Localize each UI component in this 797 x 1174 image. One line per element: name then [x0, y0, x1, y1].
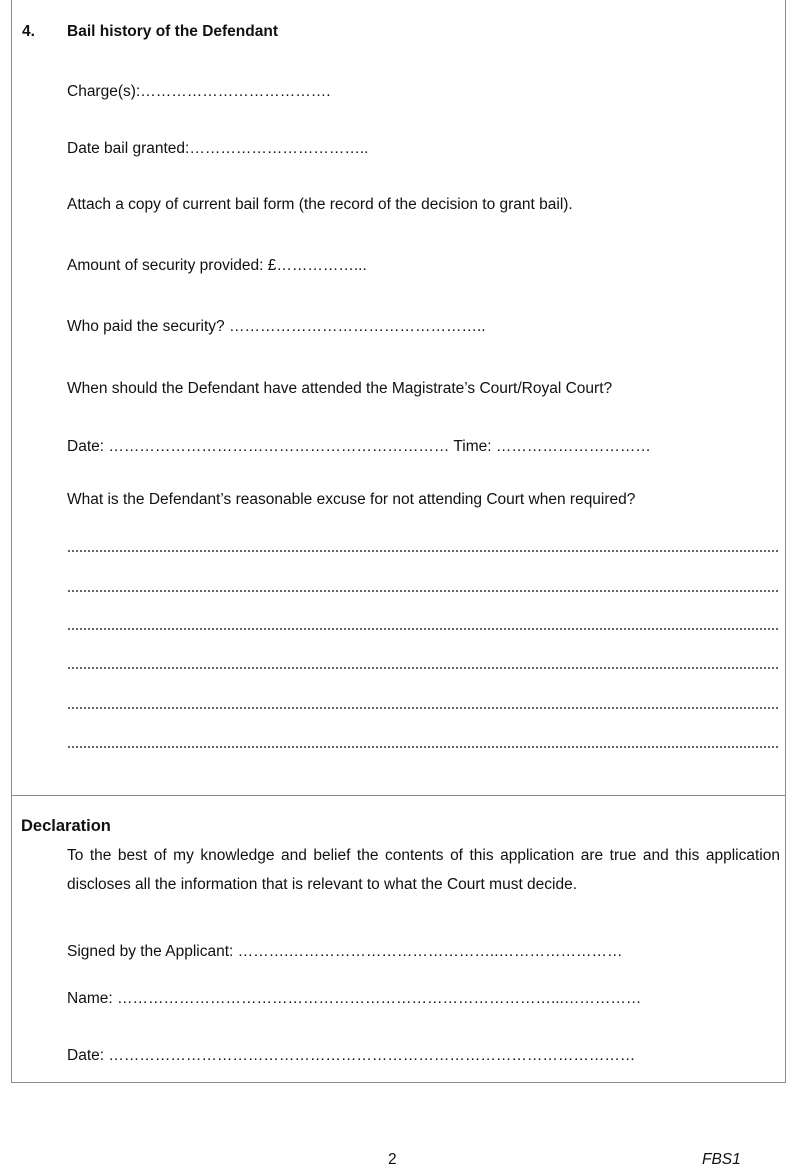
section-number: 4.: [22, 23, 35, 40]
date-time-field[interactable]: Date: ………………………………………………………… Time: …………………………: [67, 438, 651, 455]
attach-copy-instruction: Attach a copy of current bail form (the record of the decision to grant bail).: [67, 196, 573, 213]
declaration-section: [11, 795, 786, 1083]
date-field[interactable]: Date: …………………………………………………………………………………………: [67, 1047, 636, 1064]
charges-field[interactable]: Charge(s):……………………………….: [67, 83, 331, 100]
who-paid-field[interactable]: Who paid the security? …………………………………………..: [67, 318, 486, 335]
excuse-answer-line[interactable]: [67, 550, 779, 552]
excuse-question: What is the Defendant’s reasonable excuse for not attending Court when required?: [67, 491, 636, 508]
excuse-answer-line[interactable]: [67, 628, 779, 630]
excuse-answer-line[interactable]: [67, 667, 779, 669]
signed-by-applicant-field[interactable]: Signed by the Applicant: ……….…………………………………..……………………: [67, 943, 623, 960]
amount-security-field[interactable]: Amount of security provided: £……………...: [67, 257, 367, 274]
page-number: 2: [388, 1151, 397, 1168]
excuse-answer-line[interactable]: [67, 590, 779, 592]
when-attend-question: When should the Defendant have attended the Magistrate’s Court/Royal Court?: [67, 380, 613, 397]
date-bail-granted-field[interactable]: Date bail granted:……………………………..: [67, 140, 369, 157]
excuse-answer-line[interactable]: [67, 707, 779, 709]
excuse-answer-line[interactable]: [67, 746, 779, 748]
section-title: Bail history of the Defendant: [67, 23, 278, 40]
name-field[interactable]: Name: …………………………………………………………………………...……………: [67, 990, 642, 1007]
form-code: FBS1: [702, 1151, 741, 1168]
bail-history-section: [11, 0, 786, 796]
declaration-heading: Declaration: [21, 817, 111, 835]
declaration-text: To the best of my knowledge and belief the contents of this application are true and this application discloses all the information that is relevant to what the Court must decide.: [67, 847, 780, 893]
